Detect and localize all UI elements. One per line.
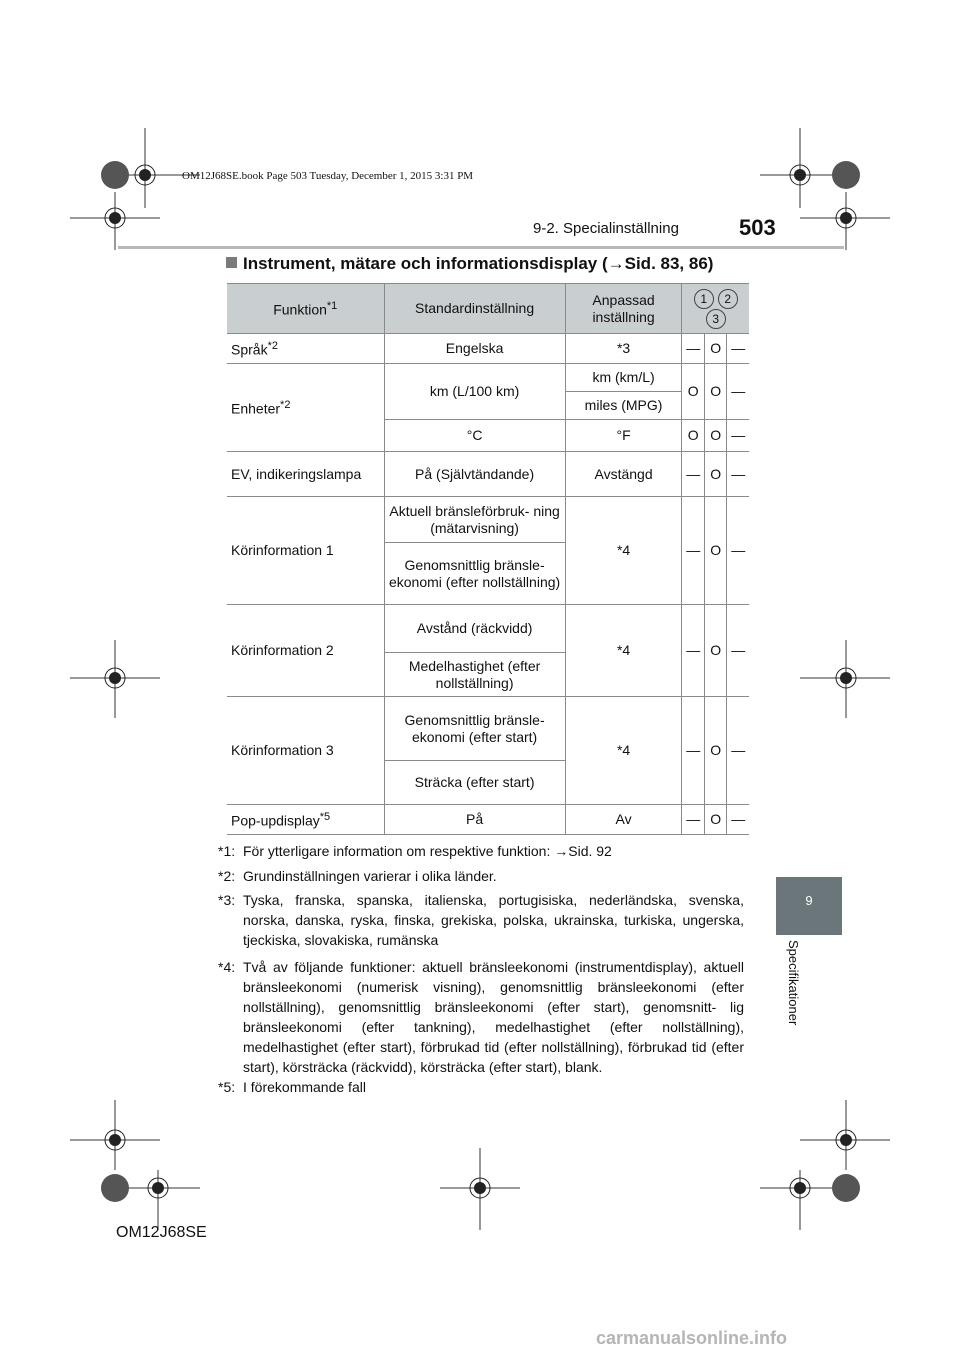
- table-row: [227, 452, 749, 497]
- print-stamp: OM12J68SE.book Page 503 Tuesday, December 1, 2015 3:31 PM: [182, 170, 474, 182]
- square-bullet-icon: [226, 257, 237, 268]
- footnote-text: Tyska, franska, spanska, italienska, portugisiska, nederländska, svenska, norska, danska, ryska, finska, grekiska, polska, ukrainska, turkiska, ungerska, tjeckiska, slovakiska, rumänska: [243, 892, 744, 948]
- table-row: [227, 334, 749, 364]
- table-row: [227, 364, 749, 392]
- footnote-text: För ytterligare information om respektive funktion: →Sid. 92: [243, 843, 612, 859]
- cell-mark: —: [682, 334, 705, 364]
- heading-text: Instrument, mätare och informationsdisplay (→Sid. 83, 86): [243, 254, 714, 273]
- footnote-key: *5:: [218, 1079, 236, 1095]
- row-note: *2: [267, 340, 278, 353]
- cell-default: På (Självtändande): [384, 452, 565, 497]
- cell-default: Sträcka (efter start): [384, 761, 565, 805]
- cell-default: °C: [384, 420, 565, 452]
- col3-icon: 3: [706, 309, 726, 329]
- cell-mark: O: [704, 605, 727, 697]
- table-row: [227, 605, 749, 653]
- cell-mark: O: [704, 334, 727, 364]
- cell-mark: O: [682, 420, 705, 452]
- cell-custom: °F: [565, 420, 682, 452]
- cell-default: Genomsnittlig bränsle- ekonomi (efter nollställning): [384, 543, 565, 605]
- col1-icon: 1: [694, 289, 714, 309]
- cell-mark: O: [704, 420, 727, 452]
- footnote-3: [218, 890, 744, 950]
- footnote-1: [218, 841, 744, 861]
- header-function-text: Funktion: [273, 301, 327, 318]
- row-note: *2: [280, 399, 291, 412]
- cell-mark: —: [682, 605, 705, 697]
- settings-table: [227, 283, 749, 835]
- row-label: Körinformation 2: [227, 605, 384, 697]
- table-row: [227, 697, 749, 761]
- row-note: *5: [319, 811, 331, 824]
- cell-mark: —: [682, 452, 705, 497]
- page-number: 503: [739, 215, 776, 240]
- footnote-2: [218, 866, 744, 886]
- cell-mark: —: [727, 805, 749, 835]
- cell-mark: —: [682, 497, 705, 605]
- row-label: Körinformation 3: [227, 697, 384, 805]
- cell-mark: O: [704, 364, 727, 420]
- cell-default: Aktuell bränsleförbruk- ning (mätarvisning): [384, 497, 565, 543]
- cell-mark: —: [727, 452, 749, 497]
- footnote-text: I förekommande fall: [243, 1079, 366, 1095]
- table-header-row: [227, 284, 749, 334]
- row-label: [227, 805, 384, 835]
- header-rule: [118, 246, 844, 249]
- cell-custom: *3: [565, 334, 682, 364]
- header-function-note: *1: [326, 300, 338, 313]
- cell-custom: *4: [565, 605, 682, 697]
- table-row: [227, 497, 749, 543]
- header-function: [227, 284, 384, 334]
- footnote-4: [218, 957, 744, 1077]
- document-code: OM12J68SE: [116, 1224, 207, 1241]
- cell-default: På: [384, 805, 565, 835]
- cell-mark: —: [727, 420, 749, 452]
- footnote-key: *4:: [218, 959, 236, 975]
- footnote-key: *3:: [218, 892, 236, 908]
- chapter-number: 9: [805, 893, 813, 908]
- cell-mark: O: [704, 497, 727, 605]
- subsection-heading: [226, 254, 713, 274]
- row-label-text: Språk: [231, 341, 268, 358]
- cell-default: Medelhastighet (efter nollställning): [384, 653, 565, 697]
- row-label-text: Pop-updisplay: [231, 812, 320, 829]
- cell-custom: Avstängd: [565, 452, 682, 497]
- cell-mark: —: [727, 697, 749, 805]
- cell-default: Engelska: [384, 334, 565, 364]
- row-label: [227, 364, 384, 452]
- cell-mark: O: [682, 364, 705, 420]
- header-default: Standardinställning: [384, 284, 565, 334]
- cell-mark: —: [682, 805, 705, 835]
- cell-default: Avstånd (räckvidd): [384, 605, 565, 653]
- table-row: [227, 805, 749, 835]
- watermark: carmanualsonline.info: [596, 1328, 788, 1348]
- footnote-key: *2:: [218, 868, 236, 884]
- section-title: 9-2. Specialinställning: [533, 220, 679, 237]
- chapter-label: [785, 940, 805, 1040]
- chapter-label-text: Specifikationer: [786, 940, 801, 1026]
- footnote-key: *1:: [218, 843, 236, 859]
- cell-mark: O: [704, 805, 727, 835]
- cell-mark: O: [704, 452, 727, 497]
- cell-custom: miles (MPG): [565, 392, 682, 420]
- cell-mark: —: [727, 364, 749, 420]
- cell-default: km (L/100 km): [384, 364, 565, 420]
- cell-default: Genomsnittlig bränsle- ekonomi (efter start): [384, 697, 565, 761]
- col2-icon: 2: [718, 289, 738, 309]
- row-label-text: Enheter: [231, 400, 281, 417]
- header-marks: [682, 284, 749, 334]
- cell-mark: —: [727, 334, 749, 364]
- cell-custom: *4: [565, 697, 682, 805]
- row-label: EV, indikeringslampa: [227, 452, 384, 497]
- row-label: [227, 334, 384, 364]
- footnote-text: Två av följande funktioner: aktuell bränsleekonomi (instrumentdisplay), aktuell bränsleekonomi (numerisk visning), genomsnittlig bränsleekonomi (efter nollställning), genomsnittlig bränsleekonomi (efter start), genomsnitt- lig bränsleekonomi (efter tankning), medelhastighet (efter nollställning), medelhastighet (efter start), förbrukad tid (efter nollställning), förbrukad tid (efter start), körsträcka (räckvidd), körsträcka (efter start), blank.: [243, 959, 744, 1075]
- cell-custom: *4: [565, 497, 682, 605]
- row-label: Körinformation 1: [227, 497, 384, 605]
- footnote-text: Grundinställningen varierar i olika länder.: [243, 868, 497, 884]
- cell-mark: —: [727, 497, 749, 605]
- footnote-5: [218, 1077, 744, 1097]
- cell-custom: Av: [565, 805, 682, 835]
- cell-custom: km (km/L): [565, 364, 682, 392]
- cell-mark: —: [682, 697, 705, 805]
- cell-mark: O: [704, 697, 727, 805]
- cell-mark: —: [727, 605, 749, 697]
- header-custom: Anpassad inställning: [565, 284, 682, 334]
